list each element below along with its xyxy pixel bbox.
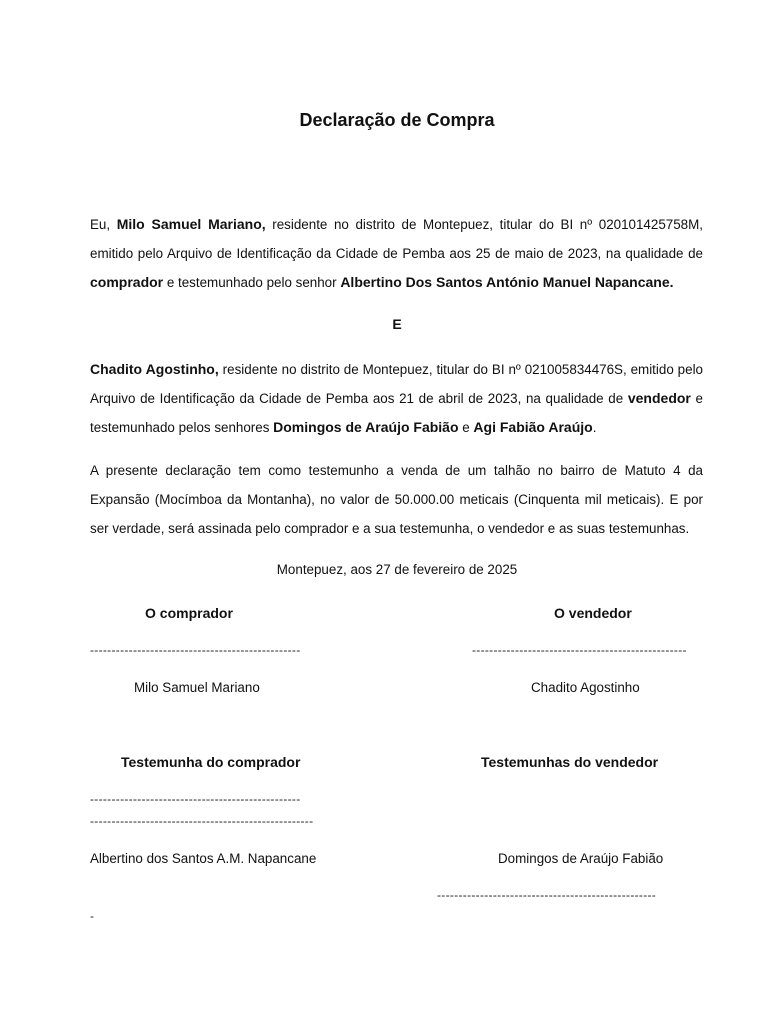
trailing-dash: - [90, 909, 95, 923]
seller-witness-heading: Testemunhas do vendedor [481, 754, 659, 770]
seller-witness-2: Agi Fabião Araújo [473, 419, 593, 435]
seller-heading: O vendedor [554, 605, 632, 621]
buyer-name: Milo Samuel Mariano, [116, 216, 266, 232]
buyer-witness-name: Albertino dos Santos A.M. Napancane [90, 851, 317, 866]
date-line: Montepuez, aos 27 de fevereiro de 2025 [276, 562, 518, 577]
p2-text-1: residente no distrito de Montepuez, titular do BI nº 021005834476S, emitido pelo Arquivo de Identificação da Cidade de Pemba aos 21 de abril de 2023, na qualidade de [90, 362, 703, 406]
seller-witness-line-2: --------------------------------------------------- [437, 888, 657, 902]
seller-signature-name: Chadito Agostinho [531, 680, 640, 695]
buyer-signature-name: Milo Samuel Mariano [134, 680, 260, 695]
buyer-paragraph [90, 210, 703, 297]
buyer-signature-line: ------------------------------------------------- [90, 643, 301, 657]
buyer-witness-line-1: ------------------------------------------------- [90, 792, 301, 806]
buyer-role: comprador [90, 274, 164, 290]
p2-text-4: . [592, 420, 597, 435]
seller-witness-1: Domingos de Araújo Fabião [273, 419, 459, 435]
p1-text-1: Eu, [90, 217, 117, 232]
buyer-heading: O comprador [145, 605, 233, 621]
document-title: Declaração de Compra [299, 110, 495, 130]
p1-text-3: e testemunhado pelo senhor [163, 275, 341, 290]
seller-witness-name: Domingos de Araújo Fabião [498, 851, 664, 866]
buyer-witness-heading: Testemunha do comprador [121, 754, 301, 770]
p1-text-2: residente no distrito de Montepuez, titular do BI nº 020101425758M, emitido pelo Arquivo de Identificação da Cidade de Pemba aos 25 de maio de 2023, na qualidade de [90, 217, 703, 261]
seller-paragraph [90, 355, 703, 442]
seller-signature-line: -------------------------------------------------- [472, 643, 687, 657]
buyer-witness-line-2: ---------------------------------------------------- [90, 814, 314, 828]
seller-role: vendedor [627, 390, 691, 406]
separator-e: E [392, 316, 402, 332]
buyer-witness: Albertino Dos Santos António Manuel Napancane. [340, 274, 674, 290]
p2-text-2: e testemunhado pelos senhores [90, 391, 703, 435]
seller-name: Chadito Agostinho, [90, 361, 219, 377]
declaration-paragraph: A presente declaração tem como testemunho a venda de um talhão no bairro de Matuto 4 da Expansão (Mocímboa da Montanha), no valor de 50.000.00 meticais (Cinquenta mil meticais). E por ser verdade, será assinada pelo comprador e a sua testemunha, o vendedor e as suas testemunhas. [90, 463, 703, 536]
p2-text-3: e [458, 420, 474, 435]
